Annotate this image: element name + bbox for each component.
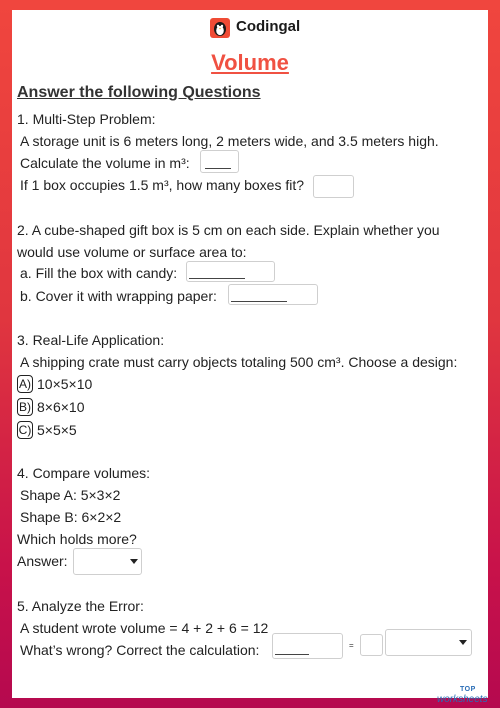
chevron-down-icon	[459, 640, 467, 645]
q5-line2: What’s wrong? Correct the calculation:	[20, 642, 260, 658]
q5-line1: A student wrote volume = 4 + 2 + 6 = 12	[20, 620, 269, 636]
instructions-heading: Answer the following Questions	[17, 84, 261, 101]
q2-line2: would use volume or surface area to:	[17, 244, 247, 260]
q5-correction-blank	[275, 654, 309, 655]
q3-option-c-radio[interactable]: C)	[18, 423, 32, 437]
q5-title: 5. Analyze the Error:	[17, 598, 144, 614]
q1-line3: If 1 box occupies 1.5 m³, how many boxes fit?	[20, 177, 305, 193]
brand-name: Codingal	[236, 18, 301, 35]
q4-shape-a: Shape A: 5×3×2	[20, 487, 121, 503]
footer-top-label: TOP	[460, 686, 476, 693]
q4-shape-b: Shape B: 6×2×2	[20, 509, 122, 525]
q4-question: Which holds more?	[17, 531, 137, 547]
q3-option-c-text: 5×5×5	[37, 422, 77, 438]
q3-option-a-radio[interactable]: A)	[19, 377, 31, 391]
q2-b-blank	[231, 301, 287, 302]
q5-correction-input[interactable]	[272, 633, 343, 659]
topworksheets-logo: worksheets	[437, 694, 488, 705]
q5-result-input[interactable]	[360, 634, 383, 656]
q4-answer-label: Answer:	[17, 553, 68, 569]
q4-answer-dropdown[interactable]	[73, 548, 142, 575]
chevron-down-icon	[130, 559, 138, 564]
q5-unit-dropdown[interactable]	[385, 629, 472, 656]
q3-line1: A shipping crate must carry objects totaling 500 cm³. Choose a design:	[20, 354, 458, 370]
q3-title: 3. Real-Life Application:	[17, 332, 165, 348]
page-title: Volume	[211, 50, 289, 75]
q1-line1: A storage unit is 6 meters long, 2 meters wide, and 3.5 meters high.	[20, 133, 439, 149]
q1-line2: Calculate the volume in m³:	[20, 155, 190, 171]
q1-boxes-input[interactable]	[313, 175, 354, 198]
q3-option-a-text: 10×5×10	[37, 376, 93, 392]
equals-sign: =	[349, 641, 354, 650]
q3-option-b-radio[interactable]: B)	[19, 400, 31, 414]
q2-part-b: b. Cover it with wrapping paper:	[20, 288, 217, 304]
q2-a-blank	[189, 278, 245, 279]
codingal-logo-icon	[210, 18, 230, 38]
q1-volume-blank	[205, 168, 231, 169]
q2-line1: 2. A cube-shaped gift box is 5 cm on each side. Explain whether you	[17, 222, 440, 238]
q4-title: 4. Compare volumes:	[17, 465, 151, 481]
q1-volume-input[interactable]	[200, 150, 239, 173]
q1-title: 1. Multi-Step Problem:	[17, 111, 156, 127]
q3-option-b-text: 8×6×10	[37, 399, 85, 415]
q2-part-a: a. Fill the box with candy:	[20, 265, 178, 281]
